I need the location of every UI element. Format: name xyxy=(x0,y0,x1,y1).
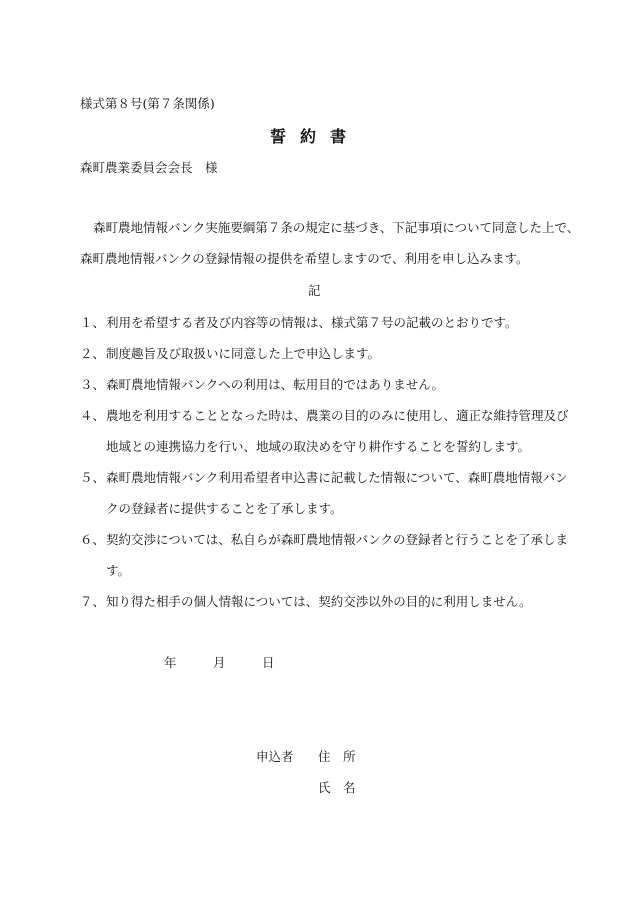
item-number: ６、 xyxy=(80,532,106,547)
item-number: ３、 xyxy=(80,377,106,392)
name-label: 氏 名 xyxy=(318,780,356,795)
pledge-item-6-cont: す。 xyxy=(106,563,131,578)
intro-line-1: 森町農地情報バンク実施要綱第７条の規定に基づき、下記事項について同意した上で、 xyxy=(93,220,580,235)
item-text: 契約交渉については、私自らが森町農地情報バンクの登録者と行うことを了承しま xyxy=(106,532,569,547)
pledge-item-6 xyxy=(80,532,568,548)
item-number: ２、 xyxy=(80,346,106,361)
pledge-item-4-cont: 地域との連携協力を行い、地域の取決めを守り耕作することを誓約します。 xyxy=(106,439,531,454)
item-text: 森町農地情報バンク利用希望者申込書に記載した情報について、森町農地情報バン xyxy=(106,470,568,485)
pledge-item-7 xyxy=(80,594,532,610)
item-number: ７、 xyxy=(80,594,106,609)
pledge-item-3 xyxy=(80,377,444,393)
document-title: 誓約書 xyxy=(269,127,360,146)
item-text: 制度趣旨及び取扱いに同意した上で申込します。 xyxy=(106,346,381,361)
address-label: 住 所 xyxy=(318,749,356,764)
item-number: ４、 xyxy=(80,408,106,423)
date-day: 日 xyxy=(262,655,275,670)
item-text: 森町農地情報バンクへの利用は、転用目的ではありません。 xyxy=(106,377,445,392)
pledge-item-2 xyxy=(80,346,380,362)
item-number: １、 xyxy=(80,315,106,330)
intro-line-2: 森町農地情報バンクの登録情報の提供を希望しますので、利用を申し込みます。 xyxy=(80,251,529,266)
item-text: 利用を希望する者及び内容等の情報は、様式第７号の記載のとおりです。 xyxy=(106,315,518,330)
pledge-item-5 xyxy=(80,470,568,486)
date-year: 年 xyxy=(164,655,177,670)
ki-heading: 記 xyxy=(308,283,321,298)
addressee: 森町農業委員会会長 様 xyxy=(80,160,218,175)
form-number: 様式第８号(第７条関係) xyxy=(80,96,215,111)
applicant-label: 申込者 xyxy=(256,749,294,764)
pledge-item-4 xyxy=(80,408,569,424)
pledge-item-5-cont: クの登録者に提供することを了承します。 xyxy=(106,501,343,516)
item-text: 農地を利用することとなった時は、農業の目的のみに使用し、適正な維持管理及び xyxy=(106,408,569,423)
item-number: ５、 xyxy=(80,470,106,485)
item-text: 知り得た相手の個人情報については、契約交渉以外の目的に利用しません。 xyxy=(106,594,532,609)
date-month: 月 xyxy=(213,655,226,670)
pledge-item-1 xyxy=(80,315,518,331)
